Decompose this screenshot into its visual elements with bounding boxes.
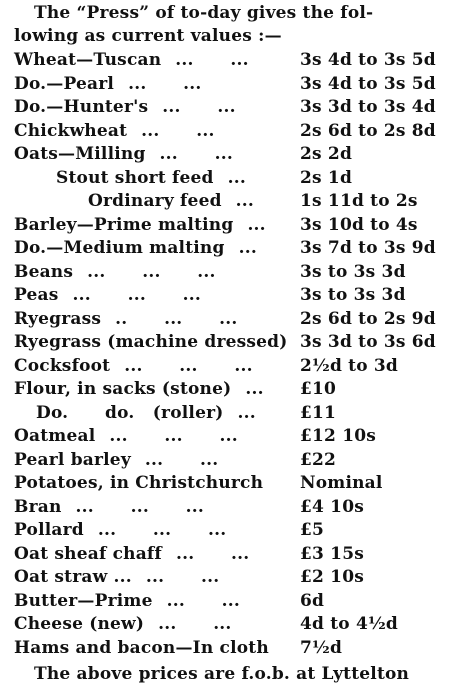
price-value: 3s 7d to 3s 9d (300, 238, 436, 258)
leader-dots: ... ... ... (72, 285, 202, 305)
commodity-label: Peas (14, 285, 59, 305)
price-value: 3s 4d to 3s 5d (300, 73, 436, 94)
commodity-label: Hams and bacon—In cloth (14, 637, 269, 658)
price-row (14, 473, 454, 493)
price-value: 4d to 4½d (300, 614, 398, 634)
price-row (14, 520, 454, 540)
leader-dots: ... ... (145, 567, 220, 587)
price-row (14, 638, 454, 658)
intro-line-2: lowing as current values :— (14, 26, 282, 46)
commodity-label: Beans (14, 261, 74, 282)
price-row (14, 97, 454, 117)
commodity-label: Flour, in sacks (stone) (14, 379, 232, 399)
leader-dots: ... ... (141, 120, 215, 141)
commodity-label: Potatoes, in Christchurch (14, 473, 264, 493)
price-value: 3s 10d to 4s (300, 214, 418, 235)
price-row (88, 191, 454, 211)
commodity-label: Cocksfoot (14, 355, 111, 376)
price-value: 6d (300, 590, 325, 611)
commodity-label: Pearl barley (14, 449, 131, 470)
price-row (14, 591, 454, 611)
price-row (14, 262, 454, 282)
commodity-label: Do.—Medium malting (14, 238, 225, 258)
commodity-label: Ryegrass (machine dressed) (14, 332, 288, 352)
price-row (14, 238, 454, 258)
commodity-label: Chickwheat (14, 120, 128, 141)
price-row (14, 450, 454, 470)
leader-dots: .. ... ... (115, 308, 238, 329)
price-value: 3s 3d to 3s 4d (300, 97, 436, 117)
price-value: £5 (300, 520, 325, 540)
commodity-label: Wheat—Tuscan (14, 50, 162, 70)
price-value: 2s 6d to 2s 8d (300, 120, 436, 141)
commodity-label: Oat sheaf chaff (14, 543, 162, 564)
leader-dots: ... ... (159, 144, 233, 164)
price-row (14, 309, 454, 329)
price-value: £11 (300, 402, 337, 423)
commodity-label: Cheese (new) (14, 614, 145, 634)
price-value: 2½d to 3d (300, 355, 398, 376)
leader-dots: ... (238, 238, 257, 258)
price-value: £4 10s (300, 496, 365, 517)
commodity-label: Oat straw ... (14, 567, 132, 587)
leader-dots: ... ... (175, 50, 249, 70)
leader-dots: ... ... (162, 97, 236, 117)
price-row (14, 614, 454, 634)
commodity-label: Barley—Prime malting (14, 214, 234, 235)
leader-dots: ... (227, 167, 246, 188)
price-value: £2 10s (300, 567, 365, 587)
commodity-label: Do. do. (roller) (36, 402, 224, 423)
intro-line-1: The “Press” of to-day gives the fol- (34, 3, 374, 23)
leader-dots: ... ... ... (109, 426, 238, 446)
price-value: 2s 6d to 2s 9d (300, 308, 436, 329)
price-value: 7½d (300, 637, 343, 658)
commodity-label: Oatmeal (14, 426, 96, 446)
price-row (36, 403, 454, 423)
commodity-label: Pollard (14, 520, 84, 540)
price-value: Nominal (300, 473, 383, 493)
price-row (14, 215, 454, 235)
commodity-label: Ryegrass (14, 308, 102, 329)
price-row (14, 544, 454, 564)
commodity-label: Stout short feed (56, 167, 214, 188)
price-value: 2s 1d (300, 167, 353, 188)
commodity-label: Butter—Prime (14, 590, 153, 611)
commodity-label: Oats—Milling (14, 144, 146, 164)
price-value: 1s 11d to 2s (300, 191, 418, 211)
leader-dots: ... ... (166, 590, 241, 611)
closing-note: The above prices are f.o.b. at Lyttelton (34, 664, 410, 684)
commodity-label: Bran (14, 496, 62, 517)
commodity-label: Ordinary feed (88, 191, 222, 211)
price-row (14, 356, 454, 376)
price-value: 3s 4d to 3s 5d (300, 50, 436, 70)
price-row (14, 285, 454, 305)
leader-dots: ... ... ... (97, 520, 227, 540)
leader-dots: ... ... ... (124, 355, 253, 376)
price-row (14, 379, 454, 399)
leader-dots: ... (237, 402, 256, 423)
price-value: 2s 2d (300, 144, 353, 164)
price-value: £3 15s (300, 543, 365, 564)
commodity-label: Do.—Pearl (14, 73, 115, 94)
price-row (56, 168, 454, 188)
price-row (14, 74, 454, 94)
price-value: 3s to 3s 3d (300, 261, 406, 282)
price-row (14, 426, 454, 446)
leader-dots: ... ... ... (75, 496, 205, 517)
price-row (14, 567, 454, 587)
price-value: £10 (300, 379, 337, 399)
price-value: 3s 3d to 3s 6d (300, 332, 436, 352)
leader-dots: ... ... (175, 543, 250, 564)
price-value: £12 10s (300, 426, 377, 446)
price-row (14, 332, 454, 352)
price-value: £22 (300, 449, 337, 470)
price-row (14, 497, 454, 517)
leader-dots: ... (245, 379, 264, 399)
leader-dots: ... (235, 191, 255, 211)
leader-dots: ... ... (144, 449, 219, 470)
price-row (14, 144, 454, 164)
price-value: 3s to 3s 3d (300, 285, 406, 305)
leader-dots: ... ... (128, 73, 202, 94)
price-row (14, 50, 454, 70)
commodity-label: Do.—Hunter's (14, 97, 149, 117)
leader-dots: ... ... ... (87, 261, 216, 282)
price-row (14, 121, 454, 141)
leader-dots: ... (247, 214, 266, 235)
leader-dots: ... ... (158, 614, 232, 634)
